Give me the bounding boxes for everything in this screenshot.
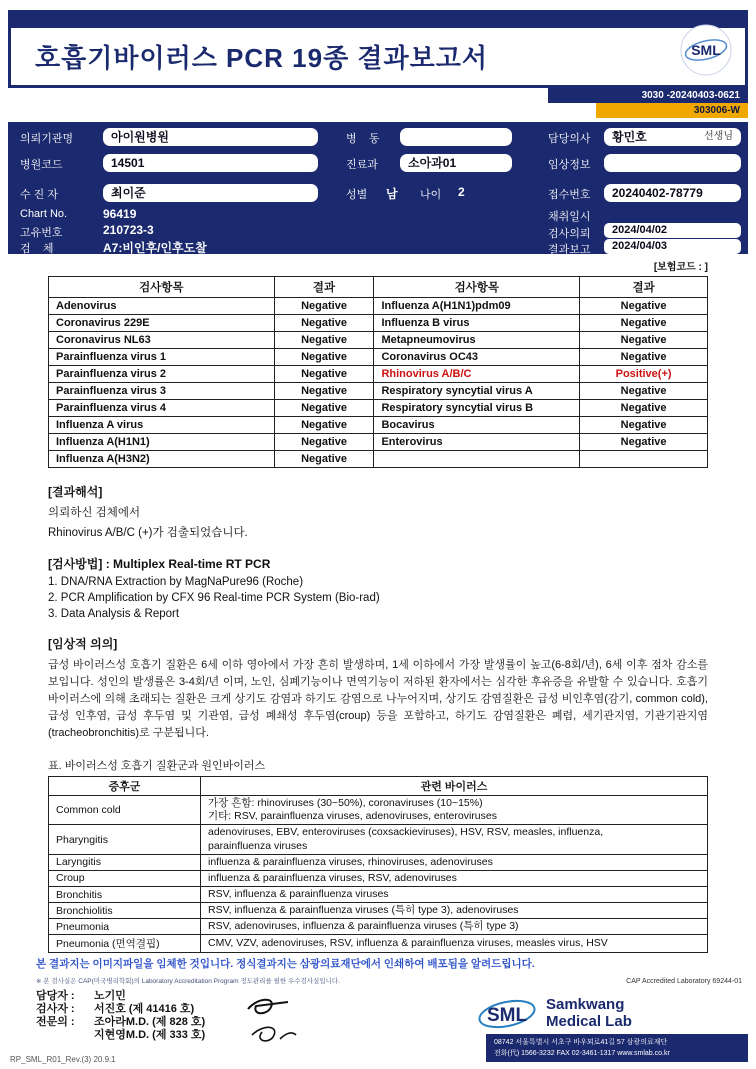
test-name: Respiratory syncytial virus A bbox=[374, 383, 580, 400]
staff-role: 담당자 : bbox=[36, 990, 75, 1002]
test-name bbox=[374, 451, 580, 468]
title-bar bbox=[11, 28, 745, 85]
chart-no-label: Chart No. bbox=[20, 208, 68, 220]
report-body bbox=[48, 258, 708, 953]
department-label: 진료과 bbox=[346, 159, 378, 171]
syndrome-row bbox=[49, 886, 708, 902]
virus-line: RSV, influenza & parainfluenza viruses (특히 type 3), adenoviruses bbox=[208, 904, 519, 917]
test-result: Negative bbox=[580, 349, 708, 366]
hospital-code-value: 14501 bbox=[103, 154, 318, 172]
staff-line bbox=[36, 1016, 205, 1029]
test-name: Metapneumovirus bbox=[374, 332, 580, 349]
interpretation-line: Rhinovirus A/B/C (+)가 검출되었습니다. bbox=[48, 527, 248, 539]
staff-name: 지현영M.D. (제 333 호) bbox=[94, 1029, 206, 1041]
test-result: Negative bbox=[580, 315, 708, 332]
test-result: Negative bbox=[580, 383, 708, 400]
syndrome-row bbox=[49, 870, 708, 886]
virus-line: adenoviruses, EBV, enteroviruses (coxsackieviruses), HSV, RSV, measles, influenza, bbox=[208, 826, 604, 839]
cap-accreditation-text: CAP Accredited Laboratory 69244-01 bbox=[626, 978, 742, 985]
test-name: Enterovirus bbox=[374, 434, 580, 451]
staff-role bbox=[36, 1029, 94, 1042]
results-header-result-left: 결과 bbox=[274, 277, 374, 298]
test-result: Negative bbox=[274, 400, 374, 417]
syndrome-viruses bbox=[201, 796, 708, 825]
footer-small-note: ※ 본 검사실은 CAP(미국병리학회)의 Laboratory Accreditation Program 정도관리를 필한 우수검사실입니다. bbox=[36, 978, 340, 985]
uid-label: 고유번호 bbox=[20, 227, 63, 239]
virus-line: influenza & parainfluenza viruses, rhinoviruses, adenoviruses bbox=[208, 855, 493, 868]
report-header bbox=[8, 10, 748, 88]
virus-line: RSV, influenza & parainfluenza viruses bbox=[208, 887, 389, 900]
test-result: Negative bbox=[580, 434, 708, 451]
receipt-number-label: 접수번호 bbox=[548, 189, 591, 201]
test-name: Influenza A virus bbox=[49, 417, 275, 434]
test-result: Negative bbox=[274, 349, 374, 366]
sex-value: 남 bbox=[386, 187, 398, 201]
lab-name-line2: Medical Lab bbox=[546, 1013, 632, 1030]
syndrome-row bbox=[49, 935, 708, 953]
staff-name: 노기민 bbox=[94, 990, 126, 1002]
syndrome-viruses bbox=[201, 870, 708, 886]
result-row bbox=[49, 315, 708, 332]
doctor-label: 담당의사 bbox=[548, 133, 591, 145]
syndrome-table-caption: 표. 바이러스성 호흡기 질환군과 원인바이러스 bbox=[48, 760, 266, 773]
sml-logo-text: SML bbox=[691, 42, 721, 58]
method-item: 3. Data Analysis & Report bbox=[48, 608, 180, 620]
request-date-value: 2024/04/02 bbox=[604, 223, 741, 238]
department-value: 소아과01 bbox=[400, 154, 512, 172]
test-name: Influenza A(H1N1) bbox=[49, 434, 275, 451]
age-value: 2 bbox=[458, 185, 465, 199]
test-name: Coronavirus OC43 bbox=[374, 349, 580, 366]
virus-line: influenza & parainfluenza viruses, RSV, adenoviruses bbox=[208, 871, 457, 884]
virus-line: parainfluenza viruses bbox=[208, 839, 308, 852]
collect-date-label: 채취일시 bbox=[548, 211, 591, 223]
test-name-positive: Rhinovirus A/B/C bbox=[374, 366, 580, 383]
interpretation-line: 의뢰하신 검체에서 bbox=[48, 507, 141, 519]
staff-name: 조아라M.D. (제 828 호) bbox=[94, 1016, 206, 1028]
staff-name: 서진호 (제 41416 호) bbox=[94, 1003, 195, 1015]
test-name: Respiratory syncytial virus B bbox=[374, 400, 580, 417]
result-row bbox=[49, 349, 708, 366]
staff-block bbox=[36, 990, 205, 1042]
footer-notice: 본 결과지는 이미지파일을 임체한 것입니다. 정식결과지는 삼광의료재단에서 인쇄하여 배포됨을 알려드립니다. bbox=[36, 958, 535, 970]
syndrome-table bbox=[48, 776, 708, 953]
syndrome-row bbox=[49, 825, 708, 854]
test-name: Influenza A(H3N2) bbox=[49, 451, 275, 468]
result-row bbox=[49, 400, 708, 417]
syndrome-name: Bronchiolitis bbox=[49, 903, 201, 919]
patient-info-panel bbox=[8, 122, 748, 254]
insurance-code-label: [보험코드 : ] bbox=[653, 262, 708, 273]
syndrome-name: Croup bbox=[49, 870, 201, 886]
syndrome-name: Pharyngitis bbox=[49, 825, 201, 854]
sml-footer-logo-text: SML bbox=[486, 1005, 528, 1026]
virus-header: 관련 바이러스 bbox=[201, 777, 708, 796]
test-result: Negative bbox=[274, 332, 374, 349]
doctor-name: 황민호 bbox=[612, 130, 647, 144]
accession-codes bbox=[548, 88, 748, 118]
virus-line: 가장 흔함: rhinoviruses (30~50%), coronaviruses (10~15%) bbox=[208, 797, 483, 810]
receipt-number-value: 20240402-78779 bbox=[604, 184, 741, 202]
specimen-value: A7:비인후/인후도찰 bbox=[103, 241, 207, 255]
method-title: [검사방법] : Multiplex Real-time RT PCR bbox=[48, 557, 271, 571]
staff-role: 검사자 : bbox=[36, 1003, 75, 1015]
result-row bbox=[49, 298, 708, 315]
doctor-suffix: 선생님 bbox=[704, 131, 733, 142]
ward-label: 병 동 bbox=[346, 133, 380, 145]
test-result bbox=[580, 451, 708, 468]
result-row bbox=[49, 383, 708, 400]
results-header-row bbox=[49, 277, 708, 298]
result-row-positive bbox=[49, 366, 708, 383]
lab-name-line1: Samkwang bbox=[546, 995, 625, 1013]
report-date-value: 2024/04/03 bbox=[604, 239, 741, 254]
sml-logo-icon bbox=[680, 24, 732, 76]
syndrome-viruses bbox=[201, 935, 708, 953]
clinical-info-value bbox=[604, 154, 741, 172]
test-name: Influenza A(H1N1)pdm09 bbox=[374, 298, 580, 315]
lab-name bbox=[546, 996, 632, 1031]
test-name: Parainfluenza virus 4 bbox=[49, 400, 275, 417]
virus-line: RSV, adenoviruses, influenza & parainfluenza viruses (특히 type 3) bbox=[208, 920, 519, 933]
lab-address-bar bbox=[486, 1034, 748, 1062]
report-date-label: 결과보고 bbox=[548, 244, 591, 256]
test-result: Negative bbox=[274, 417, 374, 434]
page-title: 호흡기바이러스 PCR 19종 결과보고서 bbox=[35, 43, 488, 73]
uid-value: 210723-3 bbox=[103, 223, 154, 237]
test-result: Negative bbox=[274, 434, 374, 451]
test-name: Influenza B virus bbox=[374, 315, 580, 332]
lab-address-line1: 08742 서울특별시 서초구 바우뫼로41길 57 삼광의료재단 bbox=[494, 1039, 668, 1046]
result-row bbox=[49, 417, 708, 434]
org-label: 의뢰기관명 bbox=[20, 133, 74, 145]
syndrome-name: Laryngitis bbox=[49, 854, 201, 870]
document-code: RP_SML_R01_Rev.(3) 20.9.1 bbox=[10, 1055, 116, 1064]
results-header-item-right: 검사항목 bbox=[374, 277, 580, 298]
clinical-significance-title: [임상적 의의] bbox=[48, 637, 118, 651]
test-name: Parainfluenza virus 2 bbox=[49, 366, 275, 383]
syndrome-row bbox=[49, 919, 708, 935]
syndrome-name: Pneumonia bbox=[49, 919, 201, 935]
result-row bbox=[49, 332, 708, 349]
org-value: 아이원병원 bbox=[103, 128, 318, 146]
interpretation-title: [결과해석] bbox=[48, 485, 103, 499]
result-row bbox=[49, 434, 708, 451]
syndrome-viruses bbox=[201, 854, 708, 870]
syndrome-row bbox=[49, 903, 708, 919]
sml-footer-logo-icon bbox=[476, 992, 538, 1034]
clinical-significance-body: 급성 바이러스성 호흡기 질환은 6세 이하 영아에서 가장 흔히 발생하며, 1세 이하에서 가장 발생률이 높고(6-8회/년), 6세 이후 점차 감소를 보입니다. 성인의 발생률은 3-4회/년 이며, 노인, 심폐기능이나 면역기능이 저하된 환자에서는 심각한 후유증을 유발할 수 있습니다. 호흡기 바이러스에 의해 초래되는 질환은 크게 상기도 감염과 하기도 감염으로 나누어지며, 상기도 감염질환은 급성 비인후염(감기, common cold), 급성 인후염, 급성 후두염 및 기관염, 급성 폐쇄성 후두염(croup) 등을 포함하고, 하기도 감염질환은 폐렴, 세기관지염, 기관기관지염(tracheobronchitis)로 구분됩니다. bbox=[48, 659, 708, 740]
test-result: Negative bbox=[580, 400, 708, 417]
syndrome-row bbox=[49, 796, 708, 825]
test-result: Negative bbox=[580, 332, 708, 349]
accession-code-primary: 3030 -20240403-0621 bbox=[548, 88, 748, 103]
test-result: Negative bbox=[580, 298, 708, 315]
syndrome-name: Common cold bbox=[49, 796, 201, 825]
test-name: Parainfluenza virus 1 bbox=[49, 349, 275, 366]
test-result-positive: Positive(+) bbox=[580, 366, 708, 383]
syndrome-viruses bbox=[201, 919, 708, 935]
method-item: 1. DNA/RNA Extraction by MagNaPure96 (Roche) bbox=[48, 576, 304, 588]
results-header-result-right: 결과 bbox=[580, 277, 708, 298]
accession-code-secondary: 303006-W bbox=[596, 103, 748, 118]
signature-icon bbox=[242, 995, 322, 1047]
test-result: Negative bbox=[274, 451, 374, 468]
test-name: Parainfluenza virus 3 bbox=[49, 383, 275, 400]
test-name: Coronavirus NL63 bbox=[49, 332, 275, 349]
test-name: Coronavirus 229E bbox=[49, 315, 275, 332]
virus-line: CMV, VZV, adenoviruses, RSV, influenza & parainfluenza viruses, measles virus, HSV bbox=[208, 937, 608, 950]
staff-line bbox=[36, 990, 205, 1003]
test-result: Negative bbox=[274, 298, 374, 315]
staff-role: 전문의 : bbox=[36, 1016, 75, 1028]
specimen-label: 검 체 bbox=[20, 243, 54, 255]
ward-value bbox=[400, 128, 512, 146]
syndrome-header-row bbox=[49, 777, 708, 796]
virus-line: 기타: RSV, parainfluenza viruses, adenoviruses, enteroviruses bbox=[208, 810, 497, 823]
request-date-label: 검사의뢰 bbox=[548, 228, 591, 240]
syndrome-header: 증후군 bbox=[49, 777, 201, 796]
footer-lab-logo bbox=[476, 992, 632, 1034]
patient-label: 수 진 자 bbox=[20, 189, 58, 201]
syndrome-viruses bbox=[201, 903, 708, 919]
lab-address-line2: 전화(代) 1566-3232 FAX 02-3461-1317 www.smlab.co.kr bbox=[494, 1050, 670, 1058]
test-result: Negative bbox=[580, 417, 708, 434]
syndrome-viruses bbox=[201, 825, 708, 854]
test-result: Negative bbox=[274, 366, 374, 383]
clinical-info-label: 임상정보 bbox=[548, 159, 591, 171]
doctor-value-box bbox=[604, 128, 741, 146]
syndrome-name: Pneumonia (면역결핍) bbox=[49, 935, 201, 953]
syndrome-name: Bronchitis bbox=[49, 886, 201, 902]
test-name: Adenovirus bbox=[49, 298, 275, 315]
sml-logo bbox=[680, 24, 732, 76]
test-result: Negative bbox=[274, 383, 374, 400]
syndrome-viruses bbox=[201, 886, 708, 902]
hospital-code-label: 병원코드 bbox=[20, 159, 63, 171]
staff-line bbox=[36, 1029, 205, 1042]
result-row bbox=[49, 451, 708, 468]
patient-name-value: 최이준 bbox=[103, 184, 318, 202]
results-table bbox=[48, 276, 708, 468]
method-item: 2. PCR Amplification by CFX 96 Real-time PCR System (Bio-rad) bbox=[48, 592, 380, 604]
signatures bbox=[242, 995, 322, 1052]
syndrome-row bbox=[49, 854, 708, 870]
staff-line bbox=[36, 1003, 205, 1016]
sex-label: 성별 bbox=[346, 189, 368, 201]
chart-no-value: 96419 bbox=[103, 207, 137, 221]
test-result: Negative bbox=[274, 315, 374, 332]
test-name: Bocavirus bbox=[374, 417, 580, 434]
age-label: 나이 bbox=[420, 189, 442, 201]
results-header-item-left: 검사항목 bbox=[49, 277, 275, 298]
